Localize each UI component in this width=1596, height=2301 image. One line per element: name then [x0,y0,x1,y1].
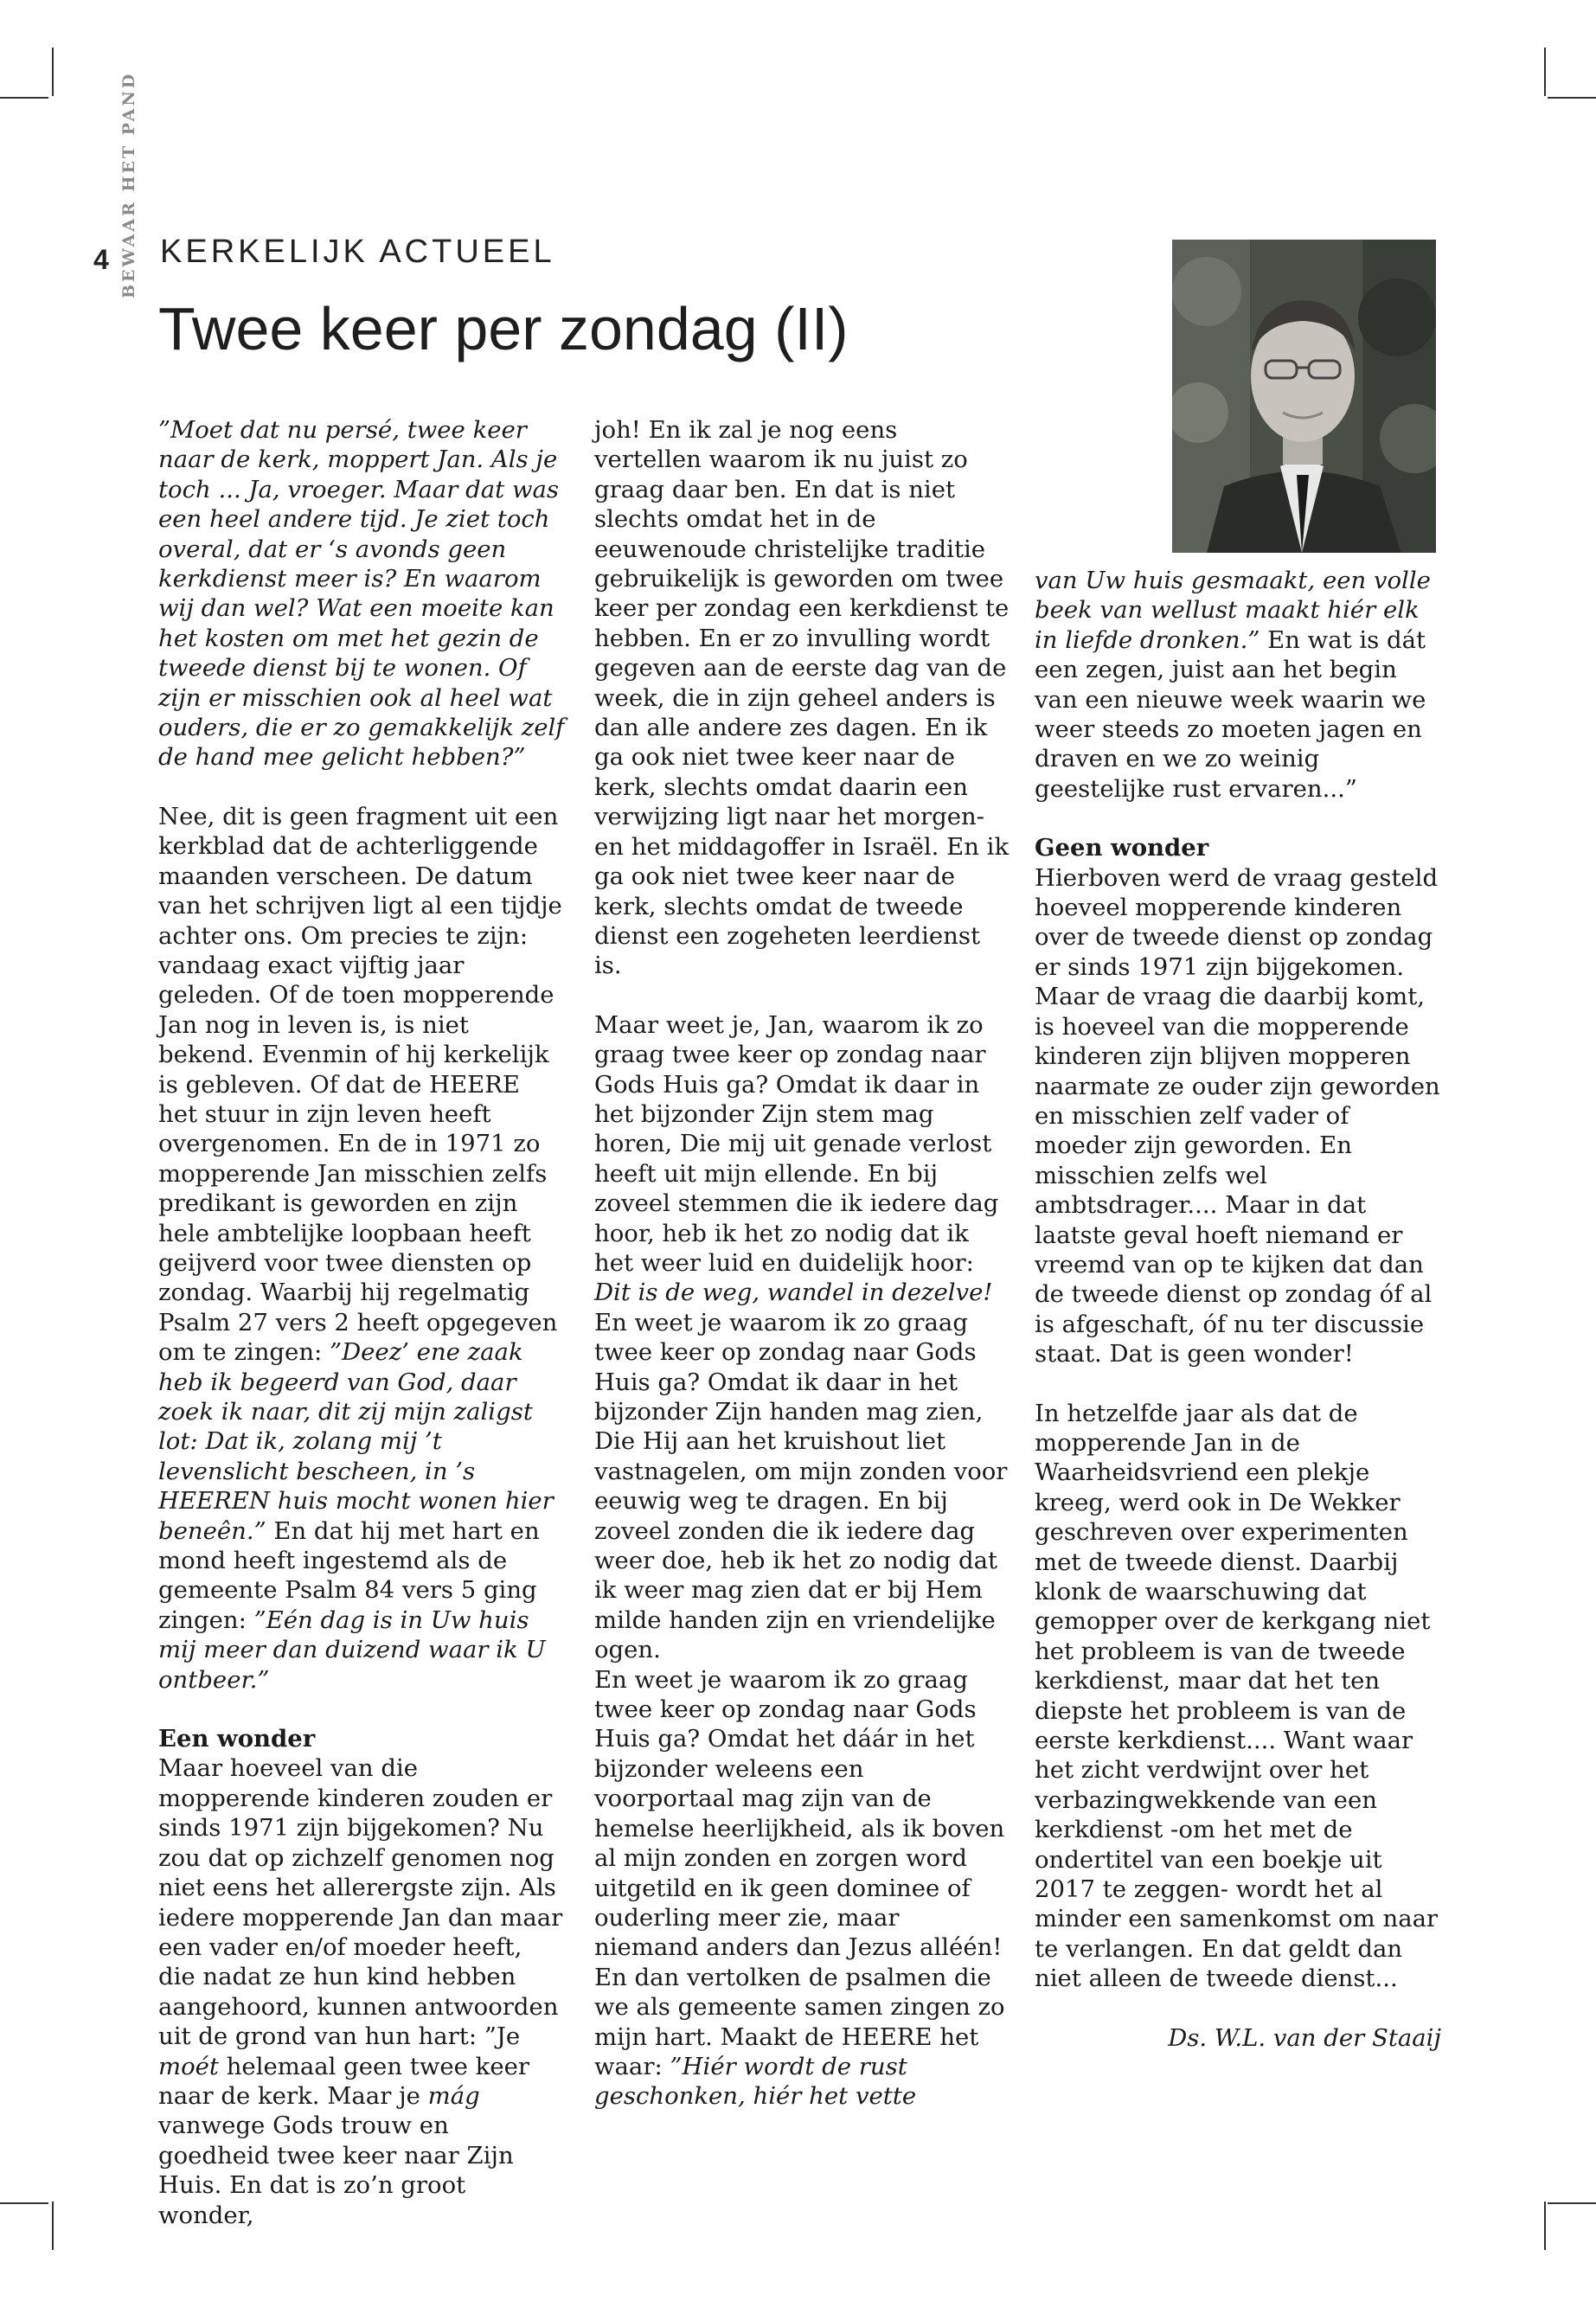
text-run: En wat is dát een zegen, juist aan het begin van een nieuwe week waarin we weer steeds zo moeten jagen en draven en we zo weinig geestelijke rust ervaren...” [1035,625,1426,803]
paragraph: Hierboven werd de vraag gesteld hoeveel mopperende kinderen over de tweede dienst op zondag er sinds 1971 zijn bijgekomen. Maar de vraag die daarbij komt, is hoeveel van die mopperende kinderen zijn blijven mopperen naarmate ze ouder zijn geworden en misschien zelf vader of moeder zijn geworden. En misschien zelfs wel ambtsdrager.... Maar in dat laatste geval hoeft niemand er vreemd van op te kijken dat dan de tweede dienst op zondag óf al is afgeschaft, óf nu ter discussie staat. Dat is geen wonder! [1035,863,1440,1368]
text-run: En weet je waarom ik zo graag twee keer op zondag naar Gods Huis ga? Omdat ik daar in het bijzonder Zijn handen mag zien, Die Hij aan het kruishout liet vastnagelen, om mijn zonden voor eeuwig weg te dragen. En bij zoveel zonden die ik iedere dag weer doe, heb ik het zo nodig dat ik weer mag zien dat er bij Hem milde handen zijn en vriendelijke ogen. [594,1308,1008,1664]
crop-mark [52,48,54,96]
psalm-quote: ”Deez’ ene zaak heb ik begeerd van God, daar zoek ik naar, dit zij mijn zaligst lot: Dat ik, zolang mij ’t levenslicht bescheen, in ’s HEEREN huis mocht wonen hier beneên.” [158,1338,554,1545]
crop-mark [52,2202,54,2250]
page-number: 4 [93,244,109,275]
emphasis: mág [427,2081,480,2110]
crop-mark [1544,48,1546,96]
subheading: Een wonder [158,1725,316,1753]
section-label: KERKELIJK ACTUEEL [160,234,555,270]
text-run: En weet je waarom ik zo graag twee keer op zondag naar Gods Huis ga? Omdat het dáár in het bijzonder weleens een voorportaal mag zijn van de hemelse heerlijkheid, als ik boven al mijn zonden en zorgen word uitgetild en ik geen dominee of ouderling meer zie, maar niemand anders dan Jezus alléén! En dan vertolken de psalmen die we als gemeente samen zingen zo mijn hart. Maakt de HEERE het waar: [594,1665,1005,2080]
paragraph: joh! En ik zal je nog eens vertellen waarom ik nu juist zo graag daar ben. En dat is niet slechts omdat het in de eeuwenoude christelijke traditie gebruikelijk is geworden om twee keer per zondag een kerkdienst te hebben. En er zo invulling wordt gegeven aan de eerste dag van de week, die in zijn geheel anders is dan alle andere zes dagen. En ik ga ook niet twee keer naar de kerk, slechts omdat daarin een verwijzing ligt naar het morgen- en het middagoffer in Israël. En ik ga ook niet twee keer naar de kerk, slechts omdat de tweede dienst een zogeheten leerdienst is. [594,416,1010,980]
article-title: Twee keer per zondag (II) [158,295,849,362]
subheading: Geen wonder [1035,834,1209,862]
author-signature: Ds. W.L. van der Staaij [1168,2023,1441,2052]
column-2 [594,415,1010,2112]
text-run: Maar hoeveel van die mopperende kinderen zouden er sinds 1971 zijn bijgekomen? Nu zou dat op zichzelf genomen nog niet eens het allerergste zijn. Als iedere mopperende Jan dan maar een vader en/of moeder heeft, die nadat ze hun kind hebben aangehoord, kunnen antwoorden uit de grond van hun hart: ”Je [158,1754,563,2051]
text-run: En dat hij met hart en mond heeft ingestemd als de gemeente Psalm 84 vers 5 ging zingen: [158,1516,540,1634]
text-run: helemaal geen twee keer naar de kerk. Maar je [158,2052,530,2110]
emphasis: Dit is de weg, wandel in dezelve! [594,1279,993,1307]
crop-mark [0,2202,48,2204]
crop-mark [0,97,48,99]
text-run: Maar weet je, Jan, waarom ik zo graag twee keer op zondag naar Gods Huis ga? Omdat ik daar in het bijzonder Zijn stem mag horen, Die mij uit genade verlost heeft uit mijn ellende. En bij zoveel stemmen die ik iedere dag hoor, heb ik het zo nodig dat ik het weer luid en duidelijk hoor: [594,1010,999,1277]
paragraph [594,1665,1010,2112]
crop-mark [1544,2202,1546,2250]
intro-quote: ”Moet dat nu persé, twee keer naar de kerk, moppert Jan. Als je toch ... Ja, vroeger. Maar dat was een heel andere tijd. Je ziet toch overal, dat er ‘s avonds geen kerkdienst meer is? En waarom wij dan wel? Wat een moeite kan het kosten om met het gezin de tweede dienst bij te wonen. Of zijn er misschien ook al heel wat ouders, die er zo gemakkelijk zelf de hand mee gelicht hebben?” [158,416,565,772]
emphasis: moét [158,2052,219,2080]
crop-mark [1548,97,1596,99]
column-3 [1035,566,1441,2053]
psalm-quote: van Uw huis gesmaakt, een volle beek van wellust maakt hiér elk in liefde dronken.” [1035,567,1431,654]
psalm-quote: ”Hiér wordt de rust geschonken, hiér het vette [594,2052,917,2111]
paragraph [594,1010,1010,1665]
column-1 [158,415,565,2230]
text-run: Nee, dit is geen fragment uit een kerkblad dat de achterliggende maanden verscheen. De datum van het schrijven ligt al een tijdje achter ons. Om precies te zijn: vandaag exact vijftig jaar geleden. Of de toen mopperende Jan nog in leven is, is niet bekend. Evenmin of hij kerkelijk is gebleven. Of dat de HEERE het stuur in zijn leven heeft overgenomen. En de in 1971 zo mopperende Jan misschien zelfs predikant is geworden en zijn hele ambtelijke loopbaan heeft geijverd voor twee diensten op zondag. Waarbij hij regelmatig Psalm 27 vers 2 heeft opgegeven om te zingen: [158,802,562,1367]
text-run: vanwege Gods trouw en goedheid twee keer naar Zijn Huis. En dat is zo’n groot wonder, [158,2112,514,2229]
paragraph: In hetzelfde jaar als dat de mopperende Jan in de Waarheidsvriend een plekje kreeg, werd ook in De Wekker geschreven over experimenten met de tweede dienst. Daarbij klonk de waarschuwing dat gemopper over de kerkgang niet het probleem is van de tweede kerkdienst, maar dat het ten diepste het probleem is van de eerste kerkdienst.... Want waar het zicht verdwijnt over het verbazingwekkende van een kerkdienst -om het met de ondertitel van een boekje uit 2017 te zeggen- wordt het al minder een samenkomst om naar te verlangen. En dat geldt dan niet alleen de tweede dienst... [1035,1399,1439,1993]
side-label: BEWAAR HET PAND [119,71,138,298]
author-photo [1172,240,1436,553]
psalm-quote: ”Eén dag is in Uw huis mij meer dan duizend waar ik U ontbeer.” [158,1606,546,1694]
crop-mark [1548,2202,1596,2204]
paragraph [158,802,565,1695]
paragraph [158,1753,565,2230]
paragraph [1035,566,1441,804]
